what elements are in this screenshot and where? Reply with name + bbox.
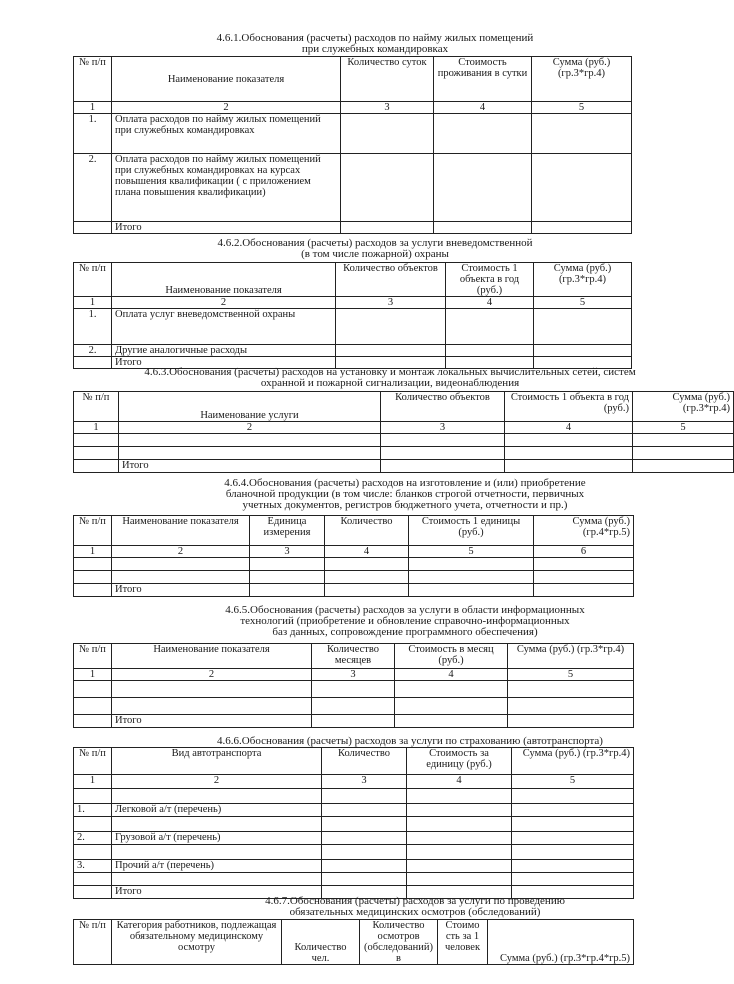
table-row [74,832,634,845]
table-cell: Количество [325,516,409,546]
table-cell: 3 [336,297,446,309]
table-cell: 5 [508,669,634,681]
section-title-4-6-4: 4.6.4.Обоснования (расчеты) расходов на изготовление и (или) приобретение бланочной продукции (в том числе: бланков строгой отчетности, первичных учетных документов, регистров бюджетного учета, отчетности и пр.) [224,477,586,511]
table-cell [112,698,312,715]
header-cell: Стоимость проживания в сутки [434,57,532,102]
table-cell: 2 [112,546,250,558]
table-cell: 3 [322,775,407,789]
table-cell [312,715,395,728]
table-cell [312,698,395,715]
table-row [74,345,632,357]
table-cell: Наименование показателя [112,516,250,546]
table-cell [325,558,409,571]
table-cell: Единица измерения [250,516,325,546]
table-cell [534,309,632,345]
table-cell: Грузовой а/т (перечень) [112,832,322,845]
table-cell: Наименование услуги [119,392,381,422]
table-cell: Легковой а/т (перечень) [112,804,322,817]
table-header-row [74,57,632,102]
table-row [74,309,632,345]
table-cell: 1 [74,669,112,681]
table-cell [534,584,634,597]
table-cell: Оплата расходов по найму жилых помещений при служебных командировках на курсах повышения квалификации ( с приложением плана повышения квалификации) [112,154,341,222]
table-cell: 2 [112,669,312,681]
table-4-6-6 [73,747,634,899]
table-cell: 2 [112,775,322,789]
table-cell: 1. [74,309,112,345]
table-cell: 4 [446,297,534,309]
total-row [74,584,634,597]
table-cell: 4 [325,546,409,558]
table-cell [112,571,250,584]
total-row [74,222,632,234]
section-title-4-6-5: 4.6.5.Обоснования (расчеты) расходов за услуги в области информационных технологий (приобретение и обновление справочно-информационных баз данных, сопровождение программного обеспечения) [225,604,585,638]
table-row [74,845,634,860]
table-cell [512,845,634,860]
table-cell: Сумма (руб.) (гр.3*гр.4) [633,392,734,422]
table-cell [409,571,534,584]
table-4-6-1 [73,56,632,234]
table-cell [407,804,512,817]
table-row [74,860,634,873]
table-cell: № п/п [74,748,112,775]
table-cell [505,434,633,447]
table-cell [446,309,534,345]
table-cell: 3. [74,860,112,873]
table-cell [512,789,634,804]
table-cell [381,447,505,460]
column-number-row [74,775,634,789]
table-cell [409,558,534,571]
table-cell: Количество [322,748,407,775]
table-cell [534,345,632,357]
table-cell [446,345,534,357]
table-cell [74,845,112,860]
section-title-4-6-1: 4.6.1.Обоснования (расчеты) расходов по найму жилых помещений при служебных командировках [216,32,534,55]
table-cell [74,460,119,473]
table-cell [532,222,632,234]
table-row [74,114,632,154]
table-cell [325,571,409,584]
table-cell [112,558,250,571]
table-cell: Стоимость за единицу (руб.) [407,748,512,775]
table-header-row [74,920,634,965]
table-cell [112,873,322,886]
table-cell: № п/п [74,644,112,669]
table-cell: Количество осмотров (обследований) в [360,920,438,965]
table-cell [74,558,112,571]
table-cell: 2 [119,422,381,434]
table-cell: 1. [74,804,112,817]
total-row [74,460,734,473]
table-cell: 4 [434,102,532,114]
table-cell: 1 [74,297,112,309]
table-cell [322,832,407,845]
table-cell: 1 [74,546,112,558]
table-cell: Стоимость 1 объекта в год (руб.) [446,263,534,297]
table-row [74,447,734,460]
table-row [74,817,634,832]
table-cell [407,873,512,886]
table-cell: 2. [74,832,112,845]
table-cell: Сумма (руб.) (гр.3*гр.4) [508,644,634,669]
column-number-row [74,297,632,309]
table-cell [74,698,112,715]
table-cell: Стоимо сть за 1 человек [438,920,488,965]
table-cell: Сумма (руб.) (гр.3*гр.4) [512,748,634,775]
table-header-row [74,516,634,546]
table-cell: Вид автотранспорта [112,748,322,775]
table-cell [322,873,407,886]
column-number-row [74,546,634,558]
table-4-6-3 [73,391,734,473]
header-cell: № п/п [74,57,112,102]
table-cell [508,698,634,715]
section-title-4-6-2: 4.6.2.Обоснования (расчеты) расходов за услуги вневедомственной (в том числе пожарной) охраны [217,237,533,260]
table-cell: Сумма (руб.) (гр.3*гр.4) [534,263,632,297]
table-cell [250,584,325,597]
table-cell: 3 [381,422,505,434]
table-cell: Стоимость 1 единицы (руб.) [409,516,534,546]
table-cell: 2 [112,297,336,309]
table-cell: Стоимость в месяц (руб.) [395,644,508,669]
header-cell: Наименование показателя [112,57,341,102]
table-cell [512,832,634,845]
table-cell: Итого [112,886,322,899]
table-cell [74,434,119,447]
table-cell: 5 [409,546,534,558]
header-cell: Количество суток [341,57,434,102]
table-cell [434,154,532,222]
table-cell: Сумма (руб.) (гр.3*гр.4*гр.5) [488,920,634,965]
table-cell: Количество объектов [381,392,505,422]
table-cell [534,558,634,571]
table-cell: Итого [112,357,336,369]
table-cell: Наименование показателя [112,263,336,297]
table-row [74,681,634,698]
table-cell: Оплата услуг вневедомственной охраны [112,309,336,345]
table-cell [512,860,634,873]
table-cell [505,447,633,460]
table-cell: 3 [341,102,434,114]
table-cell [112,681,312,698]
table-cell [407,832,512,845]
table-cell [508,681,634,698]
table-cell [341,222,434,234]
table-cell: 5 [512,775,634,789]
table-row [74,873,634,886]
table-cell [395,698,508,715]
column-number-row [74,669,634,681]
table-4-6-5 [73,643,634,728]
table-cell [532,154,632,222]
table-cell [633,447,734,460]
table-cell: 1 [74,102,112,114]
header-cell: Сумма (руб.) (гр.3*гр.4) [532,57,632,102]
table-cell [74,681,112,698]
table-cell [250,558,325,571]
table-row [74,154,632,222]
section-title-4-6-7: 4.6.7.Обоснования (расчеты) расходов за услуги по проведению обязательных медицинских осмотров (обследований) [265,895,565,918]
table-cell [336,345,446,357]
table-cell [381,434,505,447]
table-cell: 6 [534,546,634,558]
table-cell: Другие аналогичные расходы [112,345,336,357]
table-cell: Прочий а/т (перечень) [112,860,322,873]
table-cell [322,804,407,817]
table-cell: 3 [250,546,325,558]
table-cell: 5 [534,297,632,309]
table-cell: № п/п [74,920,112,965]
table-cell [633,460,734,473]
table-cell [341,154,434,222]
total-row [74,715,634,728]
table-cell [74,222,112,234]
table-cell: Категория работников, подлежащая обязательному медицинскому осмотру [112,920,282,965]
table-cell [74,873,112,886]
table-cell: № п/п [74,392,119,422]
table-cell: Количество месяцев [312,644,395,669]
table-cell [325,584,409,597]
table-row [74,434,734,447]
table-cell: Итого [112,584,250,597]
section-title-4-6-3: 4.6.3.Обоснования (расчеты) расходов на установку и монтаж локальных вычислительных сетей, систем охранной и пожарной сигнализации, видеонаблюдения [144,366,636,389]
table-cell [322,845,407,860]
table-cell: 2 [112,102,341,114]
table-cell [112,845,322,860]
table-cell: 1 [74,775,112,789]
table-cell [74,571,112,584]
table-row [74,698,634,715]
table-cell [512,817,634,832]
table-cell [112,817,322,832]
table-cell [434,114,532,154]
table-cell: 2. [74,345,112,357]
table-cell [409,584,534,597]
table-cell [407,789,512,804]
table-cell: № п/п [74,516,112,546]
table-cell [112,789,322,804]
table-row [74,571,634,584]
table-cell [74,357,112,369]
table-row [74,558,634,571]
table-cell [74,789,112,804]
table-cell: 4 [407,775,512,789]
table-cell: 4 [505,422,633,434]
table-cell: 2. [74,154,112,222]
table-cell: 3 [312,669,395,681]
table-cell: Количество чел. [282,920,360,965]
table-cell [434,222,532,234]
table-cell: Стоимость 1 объекта в год (руб.) [505,392,633,422]
table-cell [512,873,634,886]
column-number-row [74,422,734,434]
table-cell [512,804,634,817]
table-header-row [74,392,734,422]
table-row [74,804,634,817]
table-4-6-7 [73,919,634,965]
table-cell: Итого [112,222,341,234]
table-cell [534,571,634,584]
table-cell [119,434,381,447]
table-cell [395,715,508,728]
table-cell [74,817,112,832]
table-cell [74,715,112,728]
table-cell: Оплата расходов по найму жилых помещений при служебных командировках [112,114,341,154]
table-cell: 1 [74,422,119,434]
table-cell [250,571,325,584]
table-header-row [74,748,634,775]
column-number-row [74,102,632,114]
table-cell [407,845,512,860]
table-cell [312,681,395,698]
table-cell: 5 [633,422,734,434]
section-title-4-6-6: 4.6.6.Обоснования (расчеты) расходов за услуги по страхованию (автотранспорта) [217,735,603,747]
table-4-6-4 [73,515,634,597]
table-row [74,789,634,804]
table-cell [341,114,434,154]
table-cell [336,309,446,345]
table-cell: Итого [112,715,312,728]
table-header-row [74,263,632,297]
table-cell: Наименование показателя [112,644,312,669]
table-header-row [74,644,634,669]
table-cell [322,860,407,873]
table-cell [74,584,112,597]
table-cell [505,460,633,473]
table-cell: 5 [532,102,632,114]
table-cell: Количество объектов [336,263,446,297]
table-cell: № п/п [74,263,112,297]
table-cell [322,817,407,832]
table-4-6-2 [73,262,632,369]
table-cell [633,434,734,447]
table-cell [381,460,505,473]
table-cell [395,681,508,698]
table-cell [407,860,512,873]
table-cell [119,447,381,460]
table-cell [74,886,112,899]
table-cell: 1. [74,114,112,154]
table-cell [74,447,119,460]
table-cell: 4 [395,669,508,681]
table-cell [532,114,632,154]
table-cell: Сумма (руб.) (гр.4*гр.5) [534,516,634,546]
table-cell [407,817,512,832]
table-cell [508,715,634,728]
table-cell: Итого [119,460,381,473]
table-cell [322,789,407,804]
